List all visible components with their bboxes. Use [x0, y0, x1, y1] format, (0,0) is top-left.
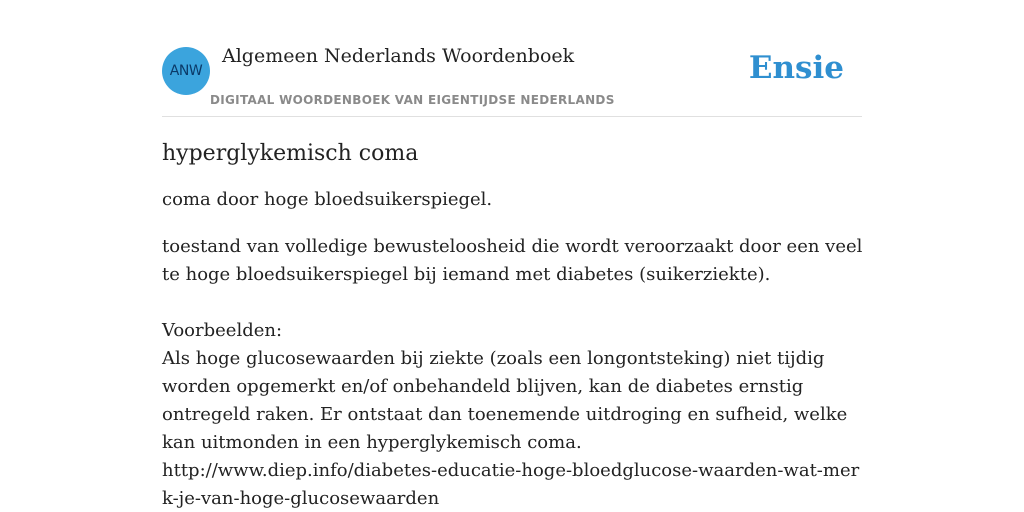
logo-text: ANW	[169, 63, 203, 79]
example-source-link[interactable]: http://www.diep.info/diabetes-educatie-hoge-bloedglucose-waarden-wat-merk-je-van-hoge-glucosewaarden	[162, 460, 860, 509]
long-definition: toestand van volledige bewusteloosheid die wordt veroorzaakt door een veel te hoge bloedsuikerspiegel bij iemand met diabetes (suikerziekte).	[162, 236, 863, 285]
entry-content	[162, 138, 867, 512]
spacer	[162, 289, 867, 317]
examples-label: Voorbeelden:	[162, 320, 283, 341]
site-subtitle: DIGITAAL WOORDENBOEK VAN EIGENTIJDSE NEDERLANDS	[210, 93, 615, 107]
long-definition-block	[162, 233, 867, 512]
short-definition: coma door hoge bloedsuikerspiegel.	[162, 189, 493, 210]
site-title[interactable]: Algemeen Nederlands Woordenboek	[222, 45, 575, 67]
anw-logo[interactable]	[162, 47, 210, 95]
header	[162, 0, 862, 117]
headword: hyperglykemisch coma	[162, 141, 419, 166]
example-text: Als hoge glucosewaarden bij ziekte (zoals een longontsteking) niet tijdig worden opgemerkt en/of onbehandeld blijven, kan de diabetes ernstig ontregeld raken. Er ontstaat dan toenemende uitdroging en sufheid, welke kan uitmonden in een hyperglykemisch coma.	[162, 348, 848, 453]
ensie-brand-logo[interactable]: Ensie	[748, 50, 844, 86]
